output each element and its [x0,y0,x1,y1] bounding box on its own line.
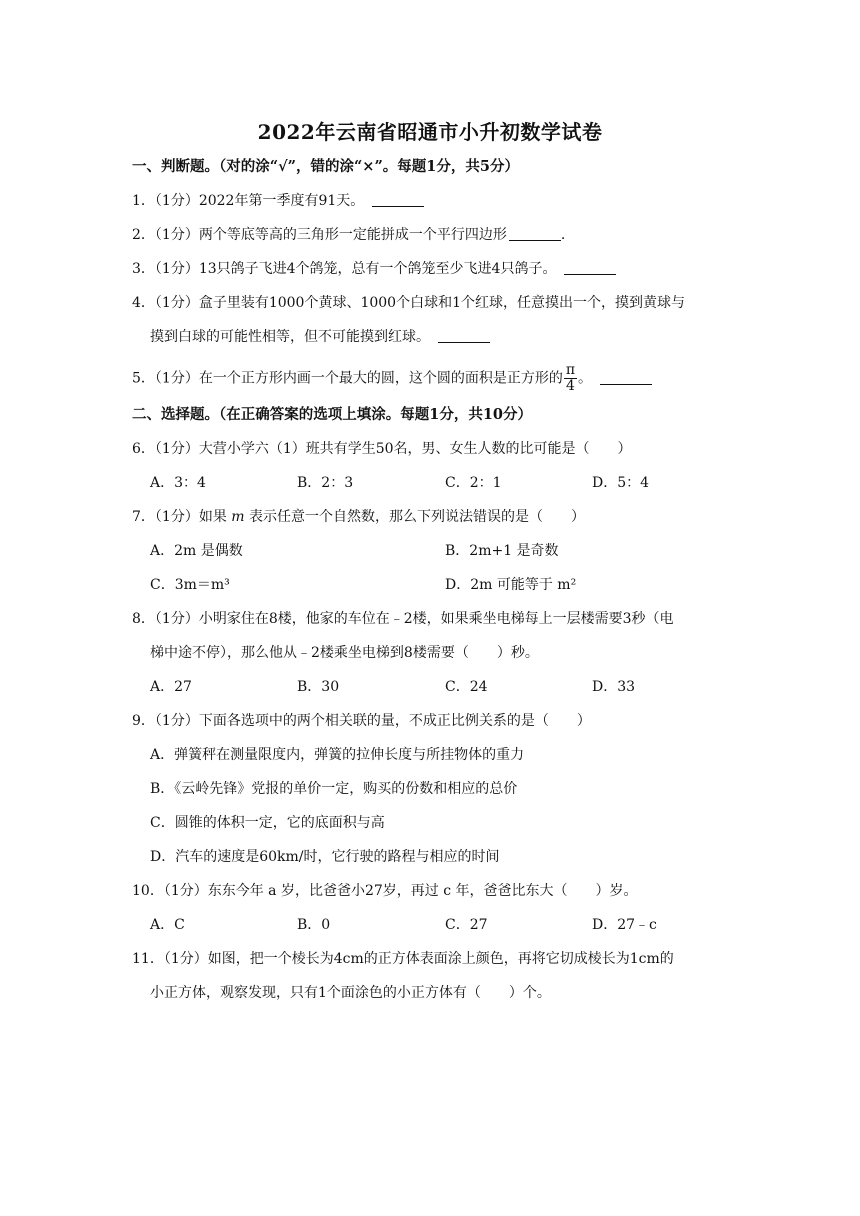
question-11-line-1: 11．（1分）如图，把一个棱长为4cm的正方体表面涂上颜色，再将它切成棱长为1cm的 [132,951,674,967]
question-10: 10．（1分）东东今年 a 岁，比爸爸小27岁，再过 c 年，爸爸比东大（ ）岁。 [132,883,638,899]
question-11-line-2: 小正方体，观察发现，只有1个面涂色的小正方体有（ ）个。 [150,985,551,1001]
fraction-denominator: 4 [565,378,575,394]
question-9-option-d[interactable]: D．汽车的速度是60km/时，它行驶的路程与相应的时间 [150,849,500,865]
answer-blank [509,226,561,241]
fraction-pi-over-4 [564,363,577,394]
question-7-option-a[interactable]: A．2m 是偶数 [150,543,243,559]
question-7 [132,507,585,527]
question-6-option-b[interactable]: B．2：3 [297,475,354,491]
answer-blank [372,192,424,207]
question-3-text: 3．（1分）13只鸽子飞进4个鸽笼，总有一个鸽笼至少飞进4只鸽子。 [132,261,557,277]
answer-blank [600,370,652,385]
question-8-option-d[interactable]: D．33 [592,679,636,695]
question-7-option-d[interactable]: D．2m 可能等于 m² [445,577,577,593]
question-8-option-a[interactable]: A．27 [150,679,192,695]
exam-title: 2022年云南省昭通市小升初数学试卷 [257,120,603,144]
question-9-option-b[interactable]: B．《云岭先锋》党报的单价一定，购买的份数和相应的总价 [150,781,518,797]
question-7-option-b[interactable]: B．2m+1 是奇数 [445,543,559,559]
question-8-line-2: 梯中途不停），那么他从﹣2楼乘坐电梯到8楼需要（ ）秒。 [150,645,539,661]
question-6-option-d[interactable]: D．5：4 [592,475,650,491]
question-9: 9．（1分）下面各选项中的两个相关联的量，不成正比例关系的是（ ） [132,713,591,729]
question-10-option-a[interactable]: A．C [150,917,185,933]
question-7-text-start: 7．（1分）如果 [132,509,227,525]
question-7-option-c[interactable]: C．3m＝m³ [150,577,230,593]
answer-blank [564,260,616,275]
question-2-text: 2．（1分）两个等底等高的三角形一定能拼成一个平行四边形 [132,227,507,243]
question-6: 6．（1分）大营小学六（1）班共有学生50名，男、女生人数的比可能是（ ） [132,441,632,457]
question-10-option-b[interactable]: B．0 [297,917,331,933]
question-4-line-1: 4．（1分）盒子里装有1000个黄球、1000个白球和1个红球，任意摸出一个，摸到黄球与 [132,295,685,311]
question-2-end: . [560,227,566,243]
question-8-option-b[interactable]: B．30 [297,679,340,695]
question-10-option-c[interactable]: C．27 [445,917,488,933]
section-heading-choice: 二、选择题。（在正确答案的选项上填涂。每题1分，共10分） [132,406,533,423]
question-8-option-c[interactable]: C．24 [445,679,488,695]
question-5 [132,363,652,394]
question-6-option-c[interactable]: C．2：1 [445,475,502,491]
question-5-end: 。 [578,370,593,387]
question-1-text: 1．（1分）2022年第一季度有91天。 [132,193,365,209]
question-5-text: 5．（1分）在一个正方形内画一个最大的圆，这个圆的面积是正方形的 [132,370,563,387]
question-7-text-end: 表示任意一个自然数，那么下列说法错误的是（ ） [249,509,586,525]
section-heading-judgment: 一、判断题。（对的涂“√”，错的涂“×”。每题1分，共5分） [132,158,519,175]
question-4-line-2 [150,327,490,347]
question-9-option-c[interactable]: C．圆锥的体积一定，它的底面积与高 [150,815,385,831]
question-3 [132,259,616,279]
question-7-variable: m [231,509,245,525]
question-10-option-d[interactable]: D．27﹣c [592,917,657,933]
question-9-option-a[interactable]: A．弹簧秤在测量限度内，弹簧的拉伸长度与所挂物体的重力 [150,747,525,763]
question-8-line-1: 8．（1分）小明家住在8楼，他家的车位在﹣2楼，如果乘坐电梯每上一层楼需要3秒（电 [132,611,674,627]
fraction-numerator: π [565,362,576,378]
question-4-text: 摸到白球的可能性相等，但不可能摸到红球。 [150,329,430,345]
question-1 [132,191,424,211]
question-6-option-a[interactable]: A．3：4 [150,475,206,491]
answer-blank [438,328,490,343]
question-2 [132,225,565,245]
